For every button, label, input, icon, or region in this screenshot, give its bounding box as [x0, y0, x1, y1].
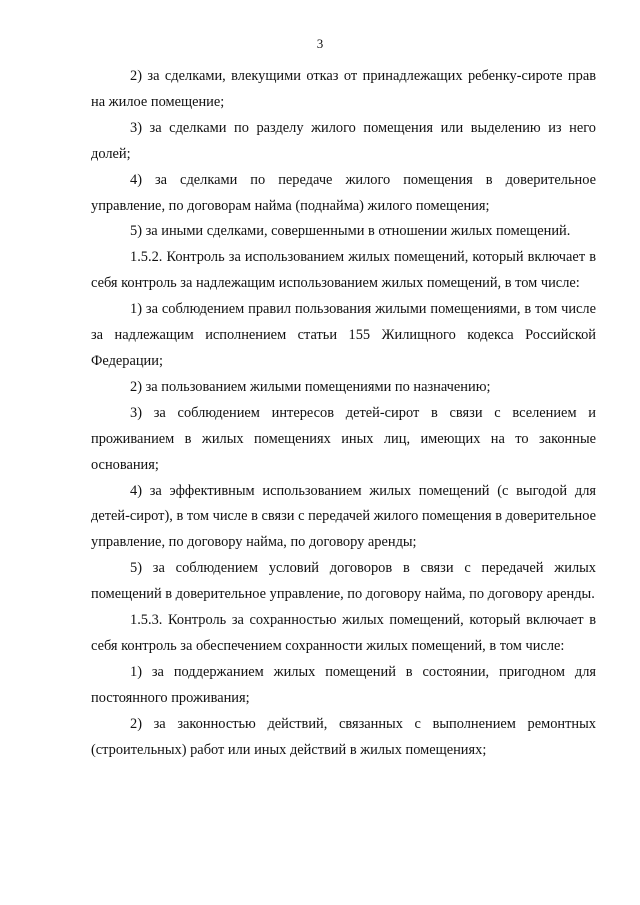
paragraph: 2) за законностью действий, связанных с выполнением ремонтных (строительных) работ или иных действий в жилых помещениях;: [91, 715, 596, 758]
paragraph: 3) за сделками по разделу жилого помещения или выделению из него долей;: [91, 119, 596, 162]
paragraph: 1) за соблюдением правил пользования жилыми помещениями, в том числе за надлежащим исполнением статьи 155 Жилищного кодекса Российской Федерации;: [91, 301, 596, 369]
paragraph: 3) за соблюдением интересов детей-сирот в связи с вселением и проживанием в жилых помещениях иных лиц, имеющих на то законные основания;: [91, 404, 596, 473]
page-number: 3: [316, 36, 324, 51]
paragraph: 4) за эффективным использованием жилых помещений (с выгодой для детей-сирот), в том числе в связи с передачей жилого помещения в доверительное управление, по договору найма, по договору аренды;: [91, 482, 596, 551]
paragraph: 2) за сделками, влекущими отказ от принадлежащих ребенку-сироте прав на жилое помещение;: [91, 68, 596, 110]
paragraph: 5) за соблюдением условий договоров в связи с передачей жилых помещений в доверительное управление, по договору найма, по договору аренды.: [91, 560, 596, 603]
section-paragraph-1-5-3: 1.5.3. Контроль за сохранностью жилых помещений, который включает в себя контроль за обеспечением сохранности жилых помещений, в том числе:: [91, 612, 596, 654]
section-paragraph-1-5-2: 1.5.2. Контроль за использованием жилых помещений, который включает в себя контроль за надлежащим использованием жилых помещений, в том числе:: [91, 249, 596, 292]
document-body: [91, 64, 596, 763]
paragraph: 2) за пользованием жилыми помещениями по назначению;: [130, 378, 491, 395]
paragraph: 4) за сделками по передаче жилого помещения в доверительное управление, по договорам найма (поднайма) жилого помещения;: [91, 171, 596, 214]
paragraph: 1) за поддержанием жилых помещений в состоянии, пригодном для постоянного проживания;: [91, 663, 596, 706]
paragraph: 5) за иными сделками, совершенными в отношении жилых помещений.: [130, 223, 571, 240]
